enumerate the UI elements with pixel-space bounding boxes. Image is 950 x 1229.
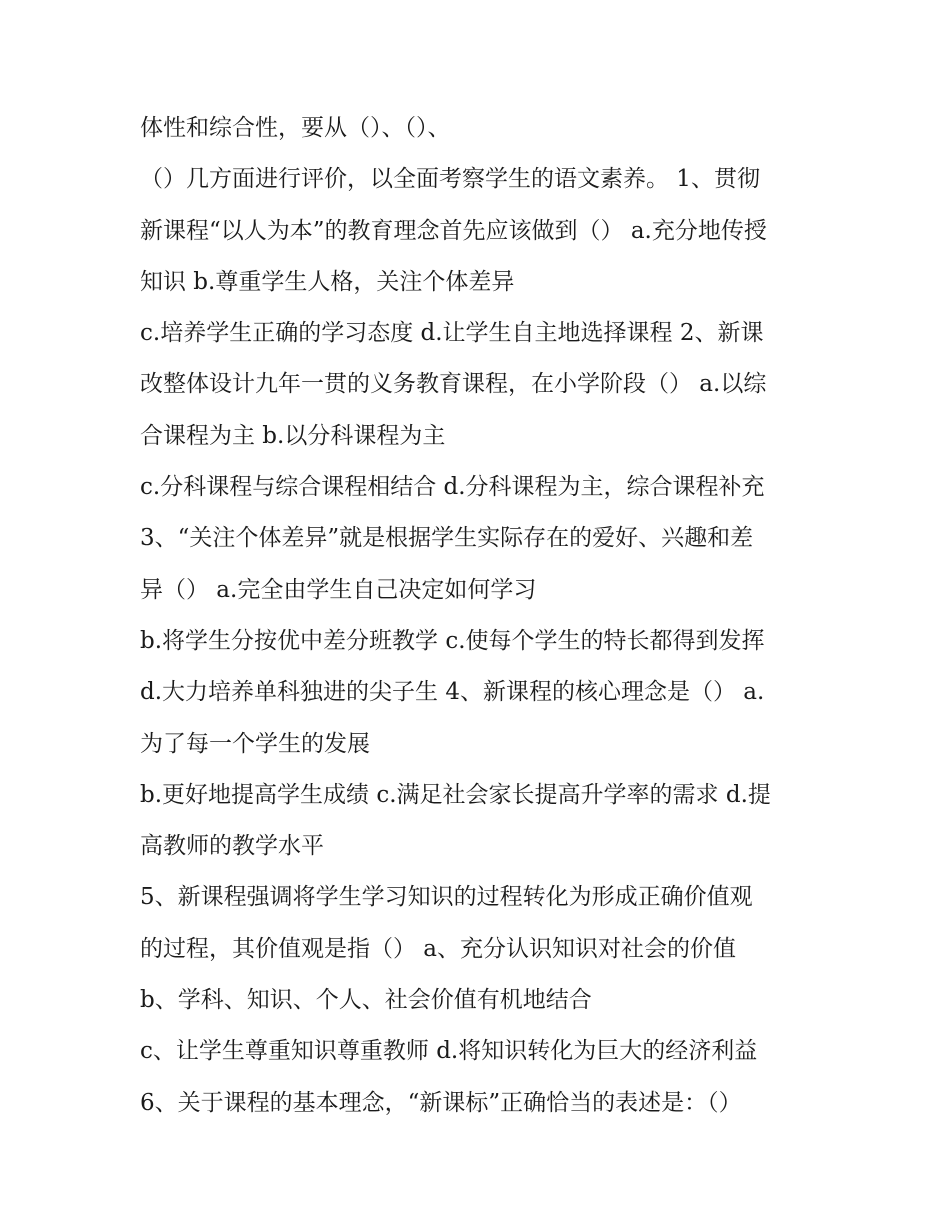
text-line: 体性和综合性，要从（）、（）、 [140, 115, 451, 141]
text-line: （）几方面进行评价，以全面考察学生的语文素养。 1、贯彻 [140, 166, 760, 193]
text-line: d.大力培养单科独进的尖子生 4、新课程的核心理念是（） a. [140, 679, 765, 706]
text-line: 知识 b.尊重学生人格，关注个体差异 [140, 268, 515, 295]
text-line: 6、关于课程的基本理念，“新课标”正确恰当的表述是：（） [140, 1089, 742, 1116]
document-body [140, 103, 830, 1129]
text-line: 5、新课程强调将学生学习知识的过程转化为形成正确价值观 [140, 884, 753, 911]
text-line: 新课程“以人为本”的教育理念首先应该做到（） a.充分地传授 [140, 217, 767, 244]
text-line: 的过程，其价值观是指（） a、充分认识知识对社会的价值 [140, 935, 737, 962]
text-line: b.将学生分按优中差分班教学 c.使每个学生的特长都得到发挥 [140, 627, 765, 654]
text-line: c.培养学生正确的学习态度 d.让学生自主地选择课程 2、新课 [140, 320, 764, 347]
text-line: c、让学生尊重知识尊重教师 d.将知识转化为巨大的经济利益 [140, 1038, 758, 1065]
text-line: 异（） a.完全由学生自己决定如何学习 [140, 576, 537, 603]
text-line: 为了每一个学生的发展 [140, 730, 370, 757]
text-line: 改整体设计九年一贯的义务教育课程，在小学阶段（） a.以综 [140, 371, 767, 398]
text-line: 高教师的教学水平 [140, 833, 324, 860]
text-line: b、学科、知识、个人、社会价值有机地结合 [140, 987, 592, 1014]
text-line: 合课程为主 b.以分科课程为主 [140, 422, 446, 449]
text-line: c.分科课程与综合课程相结合 d.分科课程为主，综合课程补充 [140, 474, 765, 501]
text-line: b.更好地提高学生成绩 c.满足社会家长提高升学率的需求 d.提 [140, 781, 771, 808]
text-line: 3、“关注个体差异”就是根据学生实际存在的爱好、兴趣和差 [140, 525, 754, 552]
